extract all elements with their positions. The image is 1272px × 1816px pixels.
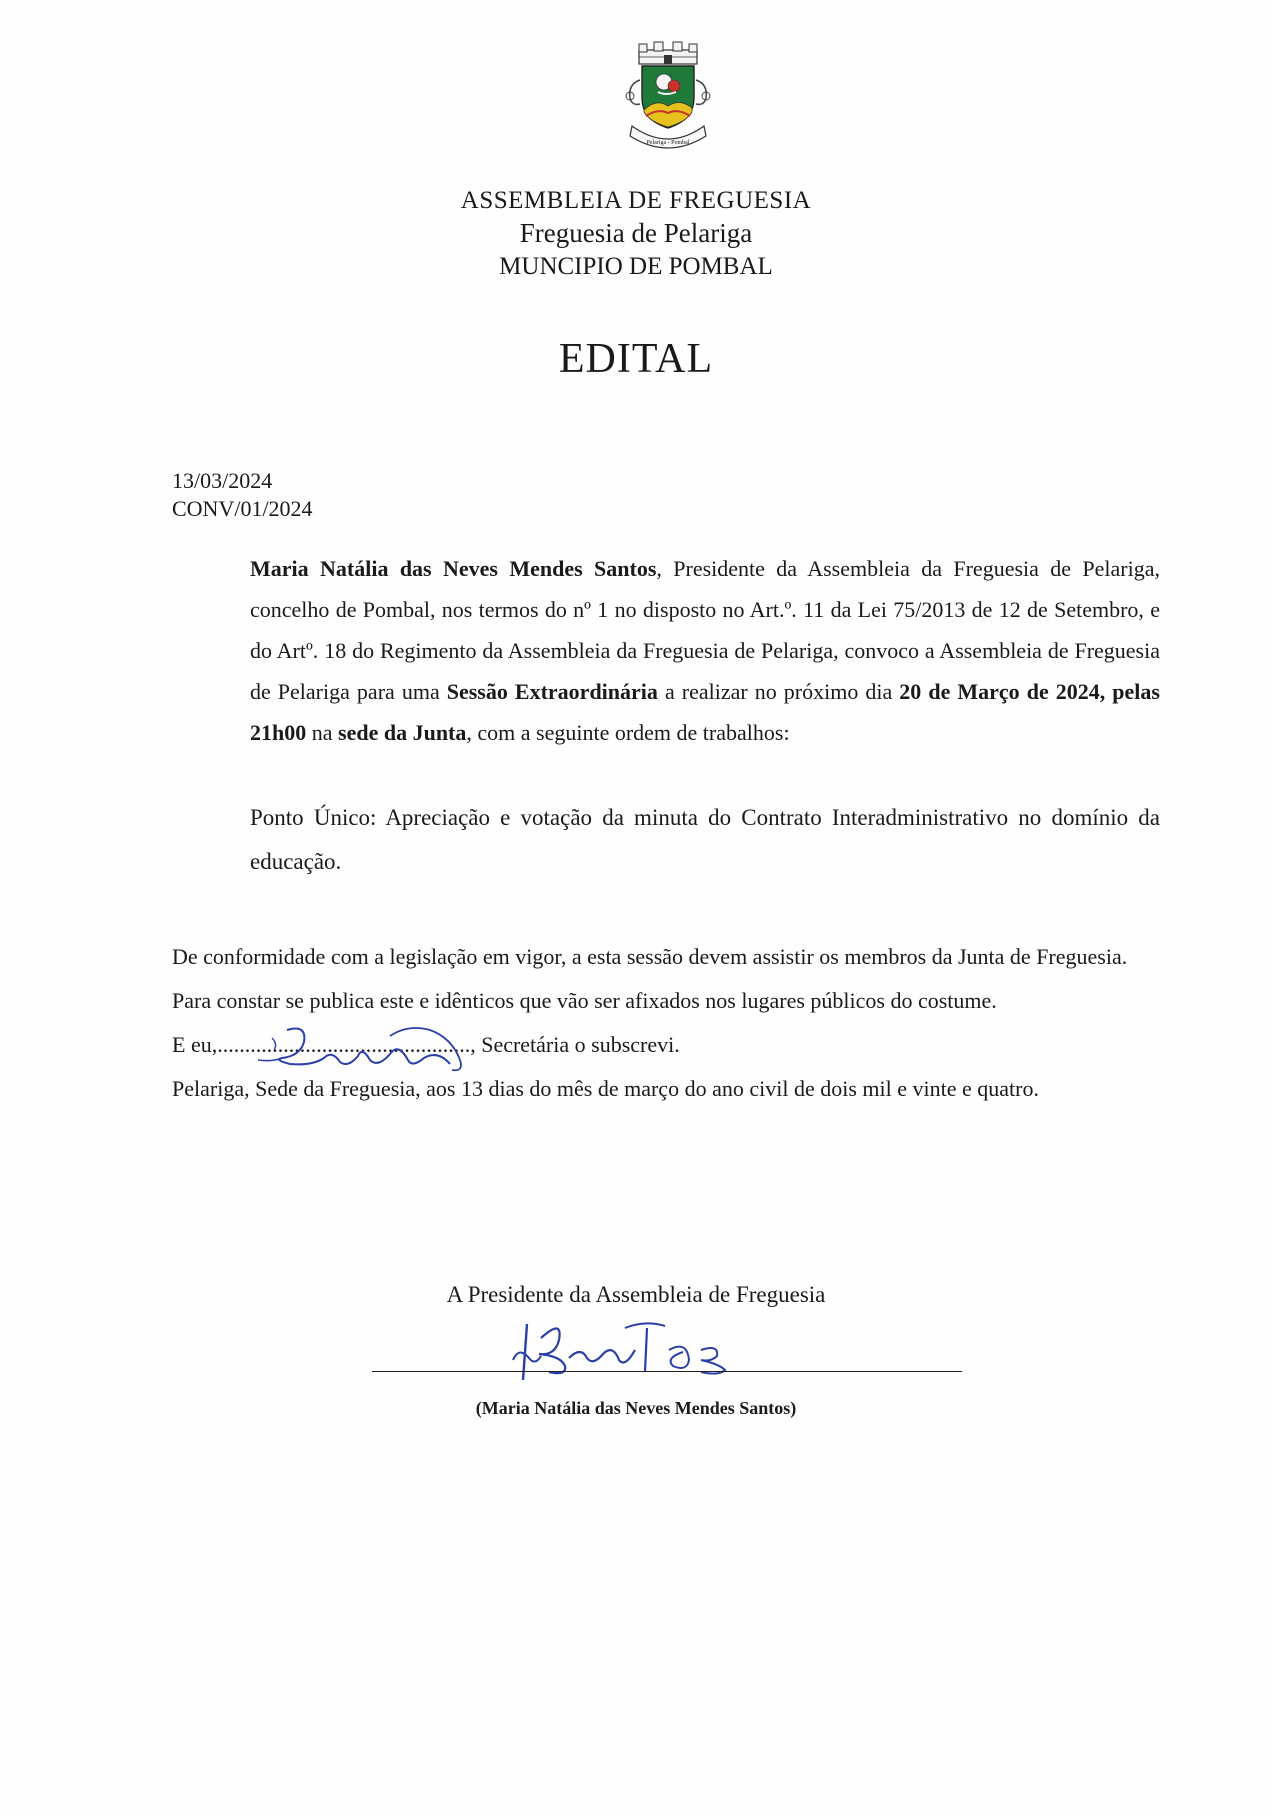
page-title: EDITAL xyxy=(558,336,714,382)
reference-block xyxy=(172,467,313,523)
closing-paragraph-1: De conformidade com a legislação em vigor, a esta sessão devem assistir os membros da Junta de Freguesia. xyxy=(172,944,1128,969)
convocation-text-2: a realizar no próximo dia xyxy=(657,679,900,704)
secretary-dots: .............................................. xyxy=(217,1032,471,1057)
closing-block xyxy=(172,935,1160,1111)
president-name: Maria Natália das Neves Mendes Santos xyxy=(250,556,657,581)
president-signature-scribble xyxy=(505,1310,765,1390)
coat-of-arms xyxy=(606,40,730,158)
convocation-paragraph xyxy=(250,548,1160,753)
signature-role: A Presidente da Assembleia de Freguesia xyxy=(446,1282,826,1307)
convocation-text-3: na xyxy=(306,720,339,745)
convocation-text-1: , Presidente da Assembleia da Freguesia de Pelariga, concelho de Pombal, nos termos do nº 1 no disposto no Art.º. 11 da Lei 75/2013 de 12 de Setembro, e do Artº. 18 do Regimento da Assembleia da Freguesia de Pelariga, convoco a Assembleia de Freguesia de Pelariga para uma xyxy=(250,556,1160,704)
header xyxy=(0,184,1272,283)
session-type: Sessão Extraordinária xyxy=(446,679,658,704)
signature-name: (Maria Natália das Neves Mendes Santos) xyxy=(475,1398,797,1418)
closing-paragraph-3 xyxy=(172,1023,1160,1067)
mural-crown xyxy=(639,42,697,64)
secretary-suffix: , Secretária o subscrevi. xyxy=(470,1032,680,1057)
parish-heading: Freguesia de Pelariga xyxy=(519,218,753,248)
agenda-item: Ponto Único: Apreciação e votação da minuta do Contrato Interadministrativo no domínio da educação. xyxy=(250,805,1160,874)
document-date: 13/03/2024 xyxy=(172,468,273,493)
secretary-prefix: E eu, xyxy=(172,1032,218,1057)
signature-line xyxy=(372,1371,962,1372)
session-date: 20 de Março de 2024, pelas 21h00 xyxy=(250,679,1160,745)
coat-label: Pelariga - Pombal xyxy=(646,140,690,146)
session-venue: sede da Junta xyxy=(338,720,467,745)
closing-paragraph-2: Para constar se publica este e idênticos que vão ser afixados nos lugares públicos do costume. xyxy=(172,988,997,1013)
closing-paragraph-4: Pelariga, Sede da Freguesia, aos 13 dias do mês de março do ano civil de dois mil e vinte e quatro. xyxy=(172,1076,1039,1101)
document-reference: CONV/01/2024 xyxy=(172,496,313,521)
convocation-text-4: , com a seguinte ordem de trabalhos: xyxy=(466,720,790,745)
assembly-heading: ASSEMBLEIA DE FREGUESIA xyxy=(460,187,812,214)
municipality-heading: MUNCIPIO DE POMBAL xyxy=(499,253,773,280)
